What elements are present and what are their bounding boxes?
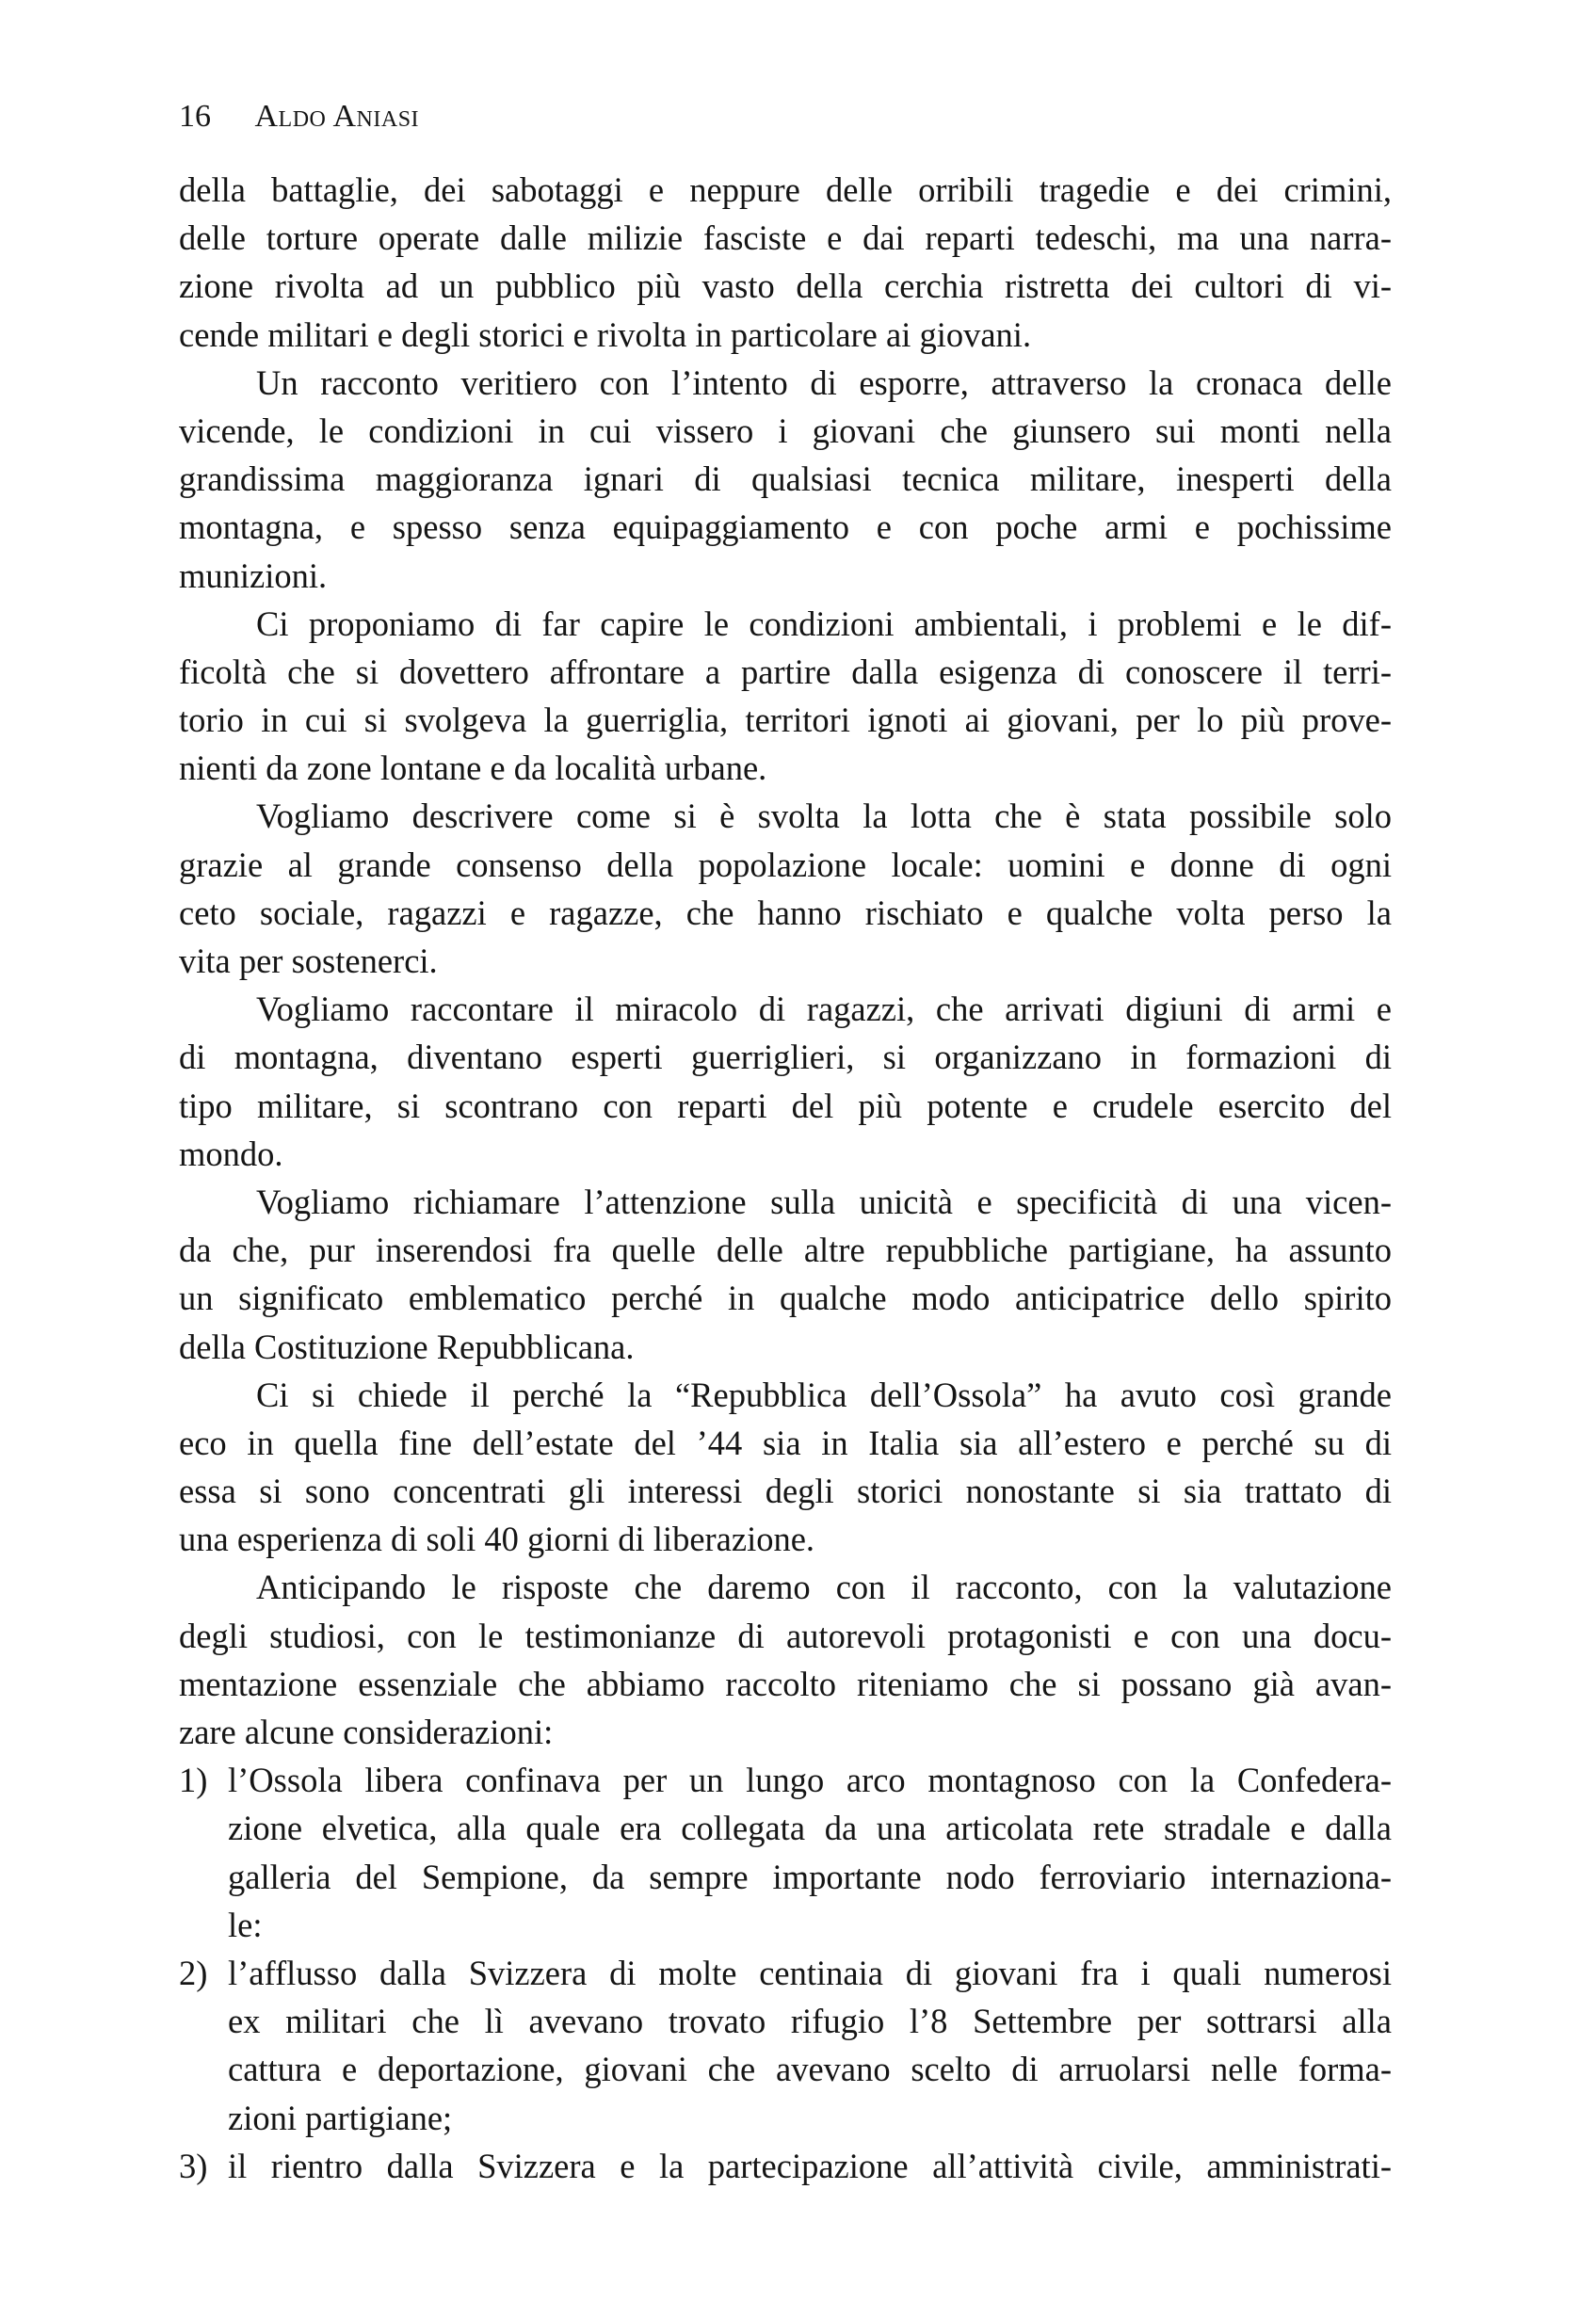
text-line: mentazione essenziale che abbiamo raccolto riteniamo che si possano già avan- xyxy=(179,1664,1392,1703)
text-line: Ci si chiede il perché la “Repubblica dell’Ossola” ha avuto così grande xyxy=(256,1375,1392,1414)
text-line: un significato emblematico perché in qualche modo anticipatrice dello spirito xyxy=(179,1279,1392,1318)
list-item-text: l’Ossola libera confinava per un lungo arco montagnoso con la Confedera- xyxy=(228,1761,1392,1800)
text-line: da che, pur inserendosi fra quelle delle altre repubbliche partigiane, ha assunto xyxy=(179,1231,1392,1270)
paragraph xyxy=(179,1563,1392,1756)
text-line: zione elvetica, alla quale era collegata da una articolata rete stradale e dalla xyxy=(228,1809,1392,1848)
text-line: essa si sono concentrati gli interessi degli storici nonostante si sia trattato di xyxy=(179,1472,1392,1511)
text-line: zione rivolta ad un pubblico più vasto della cerchia ristretta dei cultori di vi- xyxy=(179,266,1392,306)
text-line: degli studiosi, con le testimonianze di autorevoli protagonisti e con una docu- xyxy=(179,1616,1392,1655)
text-line: Vogliamo descrivere come si è svolta la lotta che è stata possibile solo xyxy=(256,797,1392,836)
paragraph xyxy=(179,1371,1392,1564)
text-line: di montagna, diventano esperti guerriglieri, si organizzano in formazioni di xyxy=(179,1038,1392,1077)
text-line: galleria del Sempione, da sempre importante nodo ferroviario internaziona- xyxy=(228,1857,1392,1896)
paragraph xyxy=(179,166,1392,359)
text-line: grandissima maggioranza ignari di qualsiasi tecnica militare, inesperti della xyxy=(179,459,1392,499)
text-line: nienti da zone lontane e da località urbane. xyxy=(179,749,767,788)
paragraph xyxy=(179,600,1392,793)
list-item xyxy=(179,1756,1392,1949)
text-line: cende militari e degli storici e rivolta in particolare ai giovani. xyxy=(179,314,1032,354)
list-item-text: l’afflusso dalla Svizzera di molte centinaia di giovani fra i quali numerosi xyxy=(228,1953,1392,1992)
text-line: cattura e deportazione, giovani che avevano scelto di arruolarsi nelle forma- xyxy=(228,2050,1392,2089)
text-line: mondo. xyxy=(179,1134,283,1173)
text-line: zare alcune considerazioni: xyxy=(179,1713,554,1751)
list-item-text: il rientro dalla Svizzera e la partecipazione all’attività civile, amministrati- xyxy=(228,2146,1392,2185)
text-line: ex militari che lì avevano trovato rifugio l’8 Settembre per sottrarsi alla xyxy=(228,2002,1392,2041)
text-line: delle torture operate dalle milizie fasciste e dai reparti tedeschi, ma una narra- xyxy=(179,218,1392,258)
numbered-list xyxy=(179,1756,1392,2190)
text-line: torio in cui si svolgeva la guerriglia, territori ignoti ai giovani, per lo più prove- xyxy=(179,700,1392,740)
list-item xyxy=(179,1949,1392,2142)
paragraph xyxy=(179,359,1392,600)
list-marker: 3) xyxy=(179,2146,208,2185)
list-marker: 1) xyxy=(179,1761,208,1800)
text-line: Ci proponiamo di far capire le condizioni ambientali, i problemi e le dif- xyxy=(256,604,1392,643)
text-line: le: xyxy=(228,1905,263,1944)
list-marker: 2) xyxy=(179,1953,208,1992)
text-line: una esperienza di soli 40 giorni di liberazione. xyxy=(179,1520,815,1559)
text-line: Vogliamo raccontare il miracolo di ragazzi, che arrivati digiuni di armi e xyxy=(256,990,1392,1029)
paragraph xyxy=(179,1178,1392,1371)
body-text xyxy=(179,166,1392,2190)
text-line: ceto sociale, ragazzi e ragazze, che hanno rischiato e qualche volta perso la xyxy=(179,893,1392,932)
running-head xyxy=(179,94,419,139)
paragraph xyxy=(179,985,1392,1178)
text-line: della Costituzione Repubblicana. xyxy=(179,1327,635,1366)
list-item xyxy=(179,2142,1392,2190)
text-line: zioni partigiane; xyxy=(228,2098,453,2137)
text-line: eco in quella fine dell’estate del ’44 sia in Italia sia all’estero e perché su di xyxy=(179,1423,1392,1462)
text-line: vicende, le condizioni in cui vissero i giovani che giunsero sui monti nella xyxy=(179,410,1392,450)
page-number: 16 xyxy=(179,99,211,134)
text-line xyxy=(179,1756,1392,1804)
running-head-author: Aldo Aniasi xyxy=(254,99,420,134)
text-line xyxy=(179,1949,1392,1997)
text-line: grazie al grande consenso della popolazione locale: uomini e donne di ogni xyxy=(179,845,1392,884)
text-line: munizioni. xyxy=(179,555,328,595)
text-line: Un racconto veritiero con l’intento di esporre, attraverso la cronaca delle xyxy=(256,362,1392,402)
text-line: tipo militare, si scontrano con reparti del più potente e crudele esercito del xyxy=(179,1086,1392,1125)
text-line: Anticipando le risposte che daremo con il racconto, con la valutazione xyxy=(256,1568,1392,1607)
text-line: della battaglie, dei sabotaggi e neppure delle orribili tragedie e dei crimini, xyxy=(179,170,1392,209)
paragraph xyxy=(179,792,1392,985)
text-line: Vogliamo richiamare l’attenzione sulla unicità e specificità di una vicen- xyxy=(256,1182,1392,1221)
text-line: ficoltà che si dovettero affrontare a partire dalla esigenza di conoscere il terri- xyxy=(179,652,1392,691)
text-line: vita per sostenerci. xyxy=(179,942,438,980)
text-line xyxy=(179,2142,1392,2190)
text-line: montagna, e spesso senza equipaggiamento e con poche armi e pochissime xyxy=(179,507,1392,547)
